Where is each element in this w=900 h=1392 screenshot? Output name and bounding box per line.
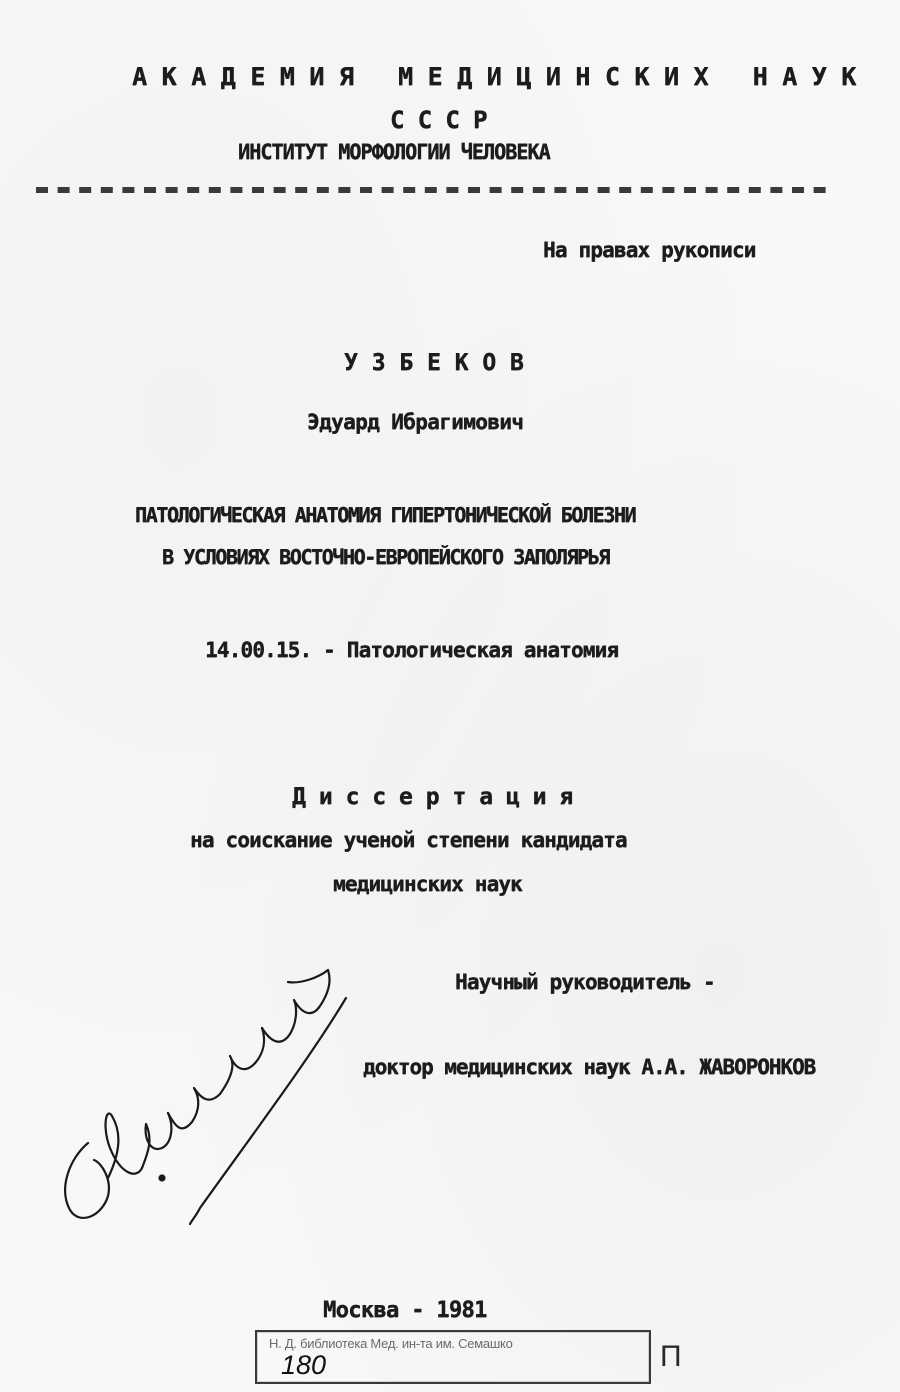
separator-dash: [144, 187, 156, 193]
separator-dash: [468, 187, 480, 193]
separator-dash: [274, 187, 286, 193]
advisor-role: Научный руководитель -: [455, 970, 715, 994]
separator-dash: [230, 187, 242, 193]
academy-heading: АКАДЕМИЯ МЕДИЦИНСКИХ НАУК: [132, 62, 871, 91]
separator-dash: [209, 187, 221, 193]
separator-dash: [446, 187, 458, 193]
separator-dash: [360, 187, 372, 193]
author-surname: УЗБЕКОВ: [344, 350, 538, 376]
separator-dash: [166, 187, 178, 193]
separator-dash: [511, 187, 523, 193]
institute-heading: ИНСТИТУТ МОРФОЛОГИИ ЧЕЛОВЕКА: [238, 140, 550, 164]
separator-dash: [317, 187, 329, 193]
separator-dash: [338, 187, 350, 193]
thesis-title-line-1: ПАТОЛОГИЧЕСКАЯ АНАТОМИЯ ГИПЕРТОНИЧЕСКОЙ БОЛЕЗНИ: [135, 503, 636, 527]
separator-dash: [641, 187, 653, 193]
stamp-handwritten-number: 180: [281, 1350, 327, 1380]
separator-dash: [533, 187, 545, 193]
separator-dash: [727, 187, 739, 193]
separator-dash: [36, 187, 48, 193]
degree-line-1: на соискание ученой степени кандидата: [190, 828, 627, 852]
separator-dash: [706, 187, 718, 193]
separator-dash: [252, 187, 264, 193]
thesis-title-line-2: В УСЛОВИЯХ ВОСТОЧНО-ЕВРОПЕЙСКОГО ЗАПОЛЯРЬЯ: [162, 545, 609, 569]
specialty-code: 14.00.15. - Патологическая анатомия: [205, 638, 619, 662]
separator-dash: [382, 187, 394, 193]
stamp-mark: П: [660, 1340, 682, 1373]
separator-dash: [403, 187, 415, 193]
city-and-year: Москва - 1981: [323, 1298, 487, 1323]
separator-dash: [814, 187, 826, 193]
country-heading: СССР: [390, 106, 501, 134]
separator-dash: [749, 187, 761, 193]
separator-dash: [101, 187, 113, 193]
author-given-names: Эдуард Ибрагимович: [307, 410, 524, 434]
stamp-text: Н. Д. библиотека Мед. ин-та им. Семашко: [269, 1336, 513, 1351]
separator-dash: [662, 187, 674, 193]
separator-dash: [792, 187, 804, 193]
separator-dash: [425, 187, 437, 193]
degree-line-2: медицинских наук: [333, 872, 522, 896]
separator-dash: [598, 187, 610, 193]
separator-dash: [58, 187, 70, 193]
advisor-name: доктор медицинских наук А.А. ЖАВОРОНКОВ: [363, 1055, 816, 1079]
manuscript-rights-note: На правах рукописи: [543, 238, 756, 262]
handwritten-signature: [50, 948, 360, 1248]
separator-dash: [684, 187, 696, 193]
separator-dash: [79, 187, 91, 193]
separator-dash: [122, 187, 134, 193]
work-type: Диссертация: [292, 784, 586, 810]
separator-dash: [619, 187, 631, 193]
separator-dash: [554, 187, 566, 193]
separator-dash: [770, 187, 782, 193]
separator-dash: [576, 187, 588, 193]
separator-dash: [490, 187, 502, 193]
dashed-separator: [36, 186, 838, 194]
separator-dash: [187, 187, 199, 193]
separator-dash: [295, 187, 307, 193]
library-stamp: [255, 1330, 651, 1384]
